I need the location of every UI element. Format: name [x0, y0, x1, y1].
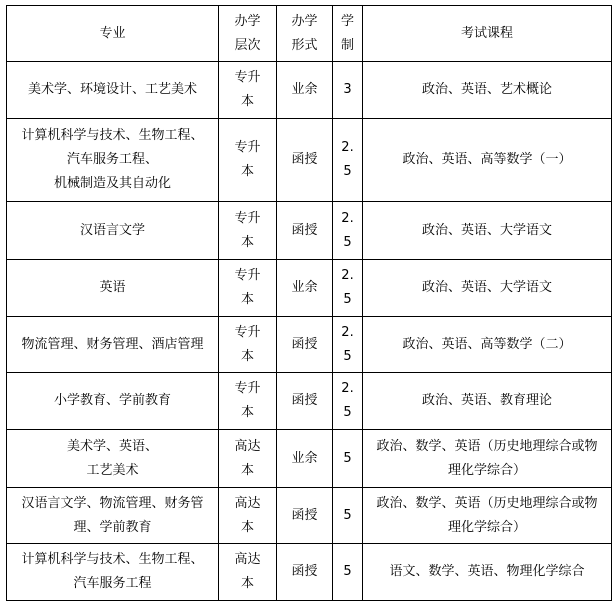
- header-level-line: 层次: [234, 37, 261, 53]
- cell-years: [333, 373, 363, 430]
- cell-years-line: 2.: [341, 140, 354, 155]
- cell-major: [7, 430, 219, 488]
- cell-form: 函授: [277, 317, 333, 373]
- cell-level-line: 高达: [234, 438, 261, 454]
- cell-years-line: 2.: [341, 210, 354, 226]
- table-row: [7, 544, 612, 601]
- cell-years-line: 5: [343, 164, 352, 179]
- cell-exam: [363, 488, 612, 544]
- cell-exam-line: 政治、英语、高等数学（一）: [402, 152, 572, 167]
- cell-exam-line: 语文、数学、英语、物理化学综合: [389, 564, 585, 579]
- header-years: [333, 6, 363, 62]
- cell-level-line: 本: [240, 234, 254, 250]
- cell-level: [219, 260, 277, 317]
- cell-exam-line: 理化学综合）: [447, 462, 526, 478]
- cell-major: [7, 317, 219, 373]
- header-level-line: 办学: [234, 13, 261, 29]
- cell-major-line: 计算机科学与技术、生物工程、: [21, 552, 204, 567]
- cell-level-line: 专升: [234, 381, 261, 396]
- header-major: 专业: [7, 6, 219, 62]
- cell-major-line: 工艺美术: [86, 462, 139, 478]
- cell-form: 业余: [277, 430, 333, 488]
- header-exam: 考试课程: [363, 6, 612, 62]
- cell-level: [219, 430, 277, 488]
- table-row: [7, 62, 612, 119]
- cell-level-line: 本: [240, 576, 254, 591]
- cell-major: [7, 488, 219, 544]
- table-row: [7, 373, 612, 430]
- cell-major-line: 美术学、环境设计、工艺美术: [27, 82, 197, 97]
- cell-years: [333, 202, 363, 260]
- cell-years: [333, 260, 363, 317]
- cell-major: [7, 202, 219, 260]
- cell-form: 函授: [277, 119, 333, 202]
- cell-exam: [363, 260, 612, 317]
- cell-major: [7, 544, 219, 601]
- cell-level-line: 本: [240, 462, 254, 478]
- cell-exam-line: 政治、英语、艺术概论: [421, 82, 552, 97]
- cell-major: [7, 119, 219, 202]
- cell-exam-line: 政治、英语、大学语文: [421, 280, 552, 295]
- cell-major-line: 汉语言文学、物流管理、财务管: [21, 495, 204, 511]
- cell-exam: [363, 430, 612, 488]
- cell-form: 函授: [277, 544, 333, 601]
- table-row: [7, 260, 612, 317]
- cell-level-line: 本: [240, 292, 254, 307]
- table-row: [7, 488, 612, 544]
- cell-major-line: 小学教育、学前教育: [53, 393, 171, 408]
- cell-exam: [363, 373, 612, 430]
- header-form-line: 形式: [291, 37, 318, 53]
- table-row: [7, 202, 612, 260]
- cell-form: 函授: [277, 488, 333, 544]
- cell-years-line: 2.: [341, 268, 354, 283]
- cell-years-line: 5: [343, 405, 352, 420]
- cell-level-line: 高达: [234, 495, 261, 511]
- cell-major-line: 机械制造及其自动化: [53, 176, 171, 191]
- cell-level: [219, 119, 277, 202]
- cell-major-line: 美术学、英语、: [66, 438, 158, 454]
- cell-major-line: 汽车服务工程: [73, 576, 152, 591]
- cell-major-line: 汽车服务工程、: [66, 152, 158, 167]
- cell-years-line: 5: [343, 348, 352, 364]
- cell-years-line: 5: [343, 564, 352, 579]
- cell-major-line: 理、学前教育: [73, 519, 152, 535]
- cell-exam: [363, 544, 612, 601]
- header-level: [219, 6, 277, 62]
- cell-level-line: 高达: [234, 552, 261, 567]
- cell-level-line: 专升: [234, 70, 261, 85]
- table-row: [7, 119, 612, 202]
- majors-table: [6, 5, 612, 601]
- cell-years-line: 3: [343, 82, 352, 97]
- header-years-line: 制: [340, 37, 354, 53]
- cell-exam-line: 政治、英语、大学语文: [421, 222, 552, 238]
- cell-exam-line: 政治、数学、英语（历史地理综合或物: [376, 495, 598, 511]
- header-form-line: 办学: [291, 13, 318, 29]
- cell-exam-line: 政治、英语、高等数学（二）: [402, 336, 572, 352]
- header-row: [7, 6, 612, 62]
- cell-form: 业余: [277, 260, 333, 317]
- cell-major-line: 计算机科学与技术、生物工程、: [21, 128, 204, 143]
- cell-level: [219, 202, 277, 260]
- cell-years-line: 5: [343, 292, 352, 307]
- cell-level: [219, 62, 277, 119]
- cell-years: [333, 62, 363, 119]
- cell-major-line: 英语: [99, 280, 126, 295]
- cell-level-line: 专升: [234, 268, 261, 283]
- cell-level-line: 本: [240, 348, 254, 364]
- cell-level-line: 本: [240, 405, 254, 420]
- cell-level-line: 专升: [234, 140, 261, 155]
- cell-exam: [363, 317, 612, 373]
- cell-years: [333, 317, 363, 373]
- cell-major: [7, 62, 219, 119]
- cell-form: 业余: [277, 62, 333, 119]
- cell-level-line: 本: [240, 164, 254, 179]
- cell-years: [333, 119, 363, 202]
- header-form: [277, 6, 333, 62]
- cell-form: 函授: [277, 202, 333, 260]
- table-body: [7, 62, 612, 601]
- cell-level-line: 本: [240, 94, 254, 109]
- cell-major-line: 物流管理、财务管理、酒店管理: [21, 336, 204, 352]
- cell-years-line: 5: [343, 450, 352, 466]
- cell-exam: [363, 62, 612, 119]
- cell-level: [219, 488, 277, 544]
- cell-level-line: 本: [240, 519, 254, 535]
- cell-years-line: 2.: [341, 324, 354, 340]
- cell-level: [219, 544, 277, 601]
- cell-years: [333, 544, 363, 601]
- cell-level: [219, 317, 277, 373]
- header-years-line: 学: [340, 13, 354, 29]
- cell-years-line: 2.: [341, 381, 354, 396]
- cell-exam-line: 政治、英语、教育理论: [421, 393, 552, 408]
- cell-years-line: 5: [343, 507, 352, 523]
- cell-major: [7, 260, 219, 317]
- cell-years: [333, 488, 363, 544]
- cell-level: [219, 373, 277, 430]
- table-row: [7, 430, 612, 488]
- cell-years: [333, 430, 363, 488]
- cell-level-line: 专升: [234, 210, 261, 226]
- cell-exam: [363, 202, 612, 260]
- table-row: [7, 317, 612, 373]
- cell-exam-line: 政治、数学、英语（历史地理综合或物: [376, 438, 598, 454]
- cell-form: 函授: [277, 373, 333, 430]
- cell-major-line: 汉语言文学: [79, 222, 145, 238]
- cell-major: [7, 373, 219, 430]
- cell-level-line: 专升: [234, 324, 261, 340]
- cell-years-line: 5: [343, 234, 352, 250]
- cell-exam-line: 理化学综合）: [447, 519, 526, 535]
- cell-exam: [363, 119, 612, 202]
